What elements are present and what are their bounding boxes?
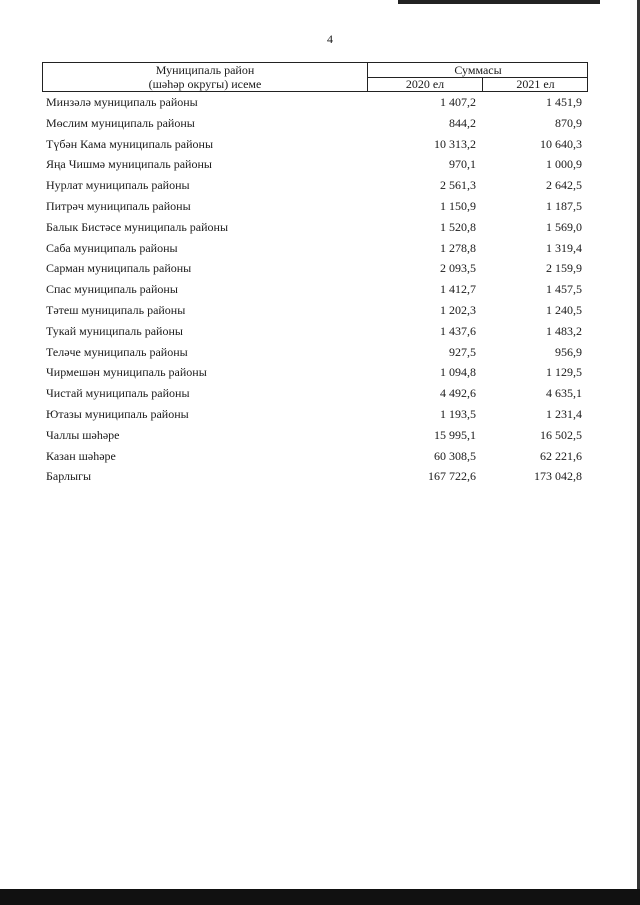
page-number: 4 — [327, 32, 333, 46]
row-value-2021: 956,9 — [555, 344, 582, 359]
table-body — [42, 92, 588, 487]
row-value-2020: 1 412,7 — [440, 282, 476, 297]
row-name: Питрәч муниципаль районы — [46, 198, 191, 213]
header-name-cell — [43, 63, 368, 91]
row-name: Балык Бистәсе муниципаль районы — [46, 219, 229, 234]
row-value-2020: 2 561,3 — [440, 178, 476, 193]
row-name: Саба муниципаль районы — [46, 240, 178, 255]
row-name: Тәтеш муниципаль районы — [46, 302, 186, 317]
row-value-2021: 870,9 — [555, 115, 582, 130]
table-row — [42, 238, 588, 259]
row-value-2020: 1 202,3 — [440, 302, 476, 317]
row-value-2020: 167 722,6 — [428, 469, 476, 484]
row-value-2020: 1 520,8 — [440, 219, 476, 234]
row-value-2021: 62 221,6 — [540, 448, 582, 463]
row-value-2021: 1 483,2 — [546, 323, 582, 338]
row-value-2020: 4 492,6 — [440, 386, 476, 401]
header-year-2020: 2020 ел — [368, 78, 483, 91]
row-name: Спас муниципаль районы — [46, 282, 178, 297]
table-row — [42, 466, 588, 487]
row-value-2020: 927,5 — [449, 344, 476, 359]
row-value-2021: 1 129,5 — [546, 365, 582, 380]
row-value-2021: 1 231,4 — [546, 406, 582, 421]
row-value-2020: 15 995,1 — [434, 427, 476, 442]
row-value-2020: 1 150,9 — [440, 198, 476, 213]
row-value-2021: 4 635,1 — [546, 386, 582, 401]
table-row — [42, 217, 588, 238]
row-name: Нурлат муниципаль районы — [46, 178, 190, 193]
row-value-2021: 2 642,5 — [546, 178, 582, 193]
row-name: Минзәлә муниципаль районы — [46, 95, 198, 109]
table-row — [42, 321, 588, 342]
table-row — [42, 113, 588, 134]
row-name: Яңа Чишмә муниципаль районы — [46, 157, 212, 172]
table-header — [42, 62, 588, 92]
row-value-2021: 2 159,9 — [546, 261, 582, 276]
header-sum-label: Суммасы — [368, 63, 588, 78]
row-name: Мөслим муниципаль районы — [46, 115, 195, 130]
table-row — [42, 134, 588, 155]
row-value-2020: 1 094,8 — [440, 365, 476, 380]
table-row — [42, 425, 588, 446]
row-name: Казан шәһәре — [46, 448, 116, 463]
row-value-2021: 1 240,5 — [546, 302, 582, 317]
table-row — [42, 404, 588, 425]
table-row — [42, 175, 588, 196]
row-name: Чаллы шәһәре — [46, 427, 120, 442]
row-value-2020: 970,1 — [449, 157, 476, 172]
row-name: Теләче муниципаль районы — [46, 344, 188, 359]
row-value-2020: 2 093,5 — [440, 261, 476, 276]
row-value-2021: 1 451,9 — [546, 95, 582, 109]
header-name-line1: Муниципаль район — [155, 63, 255, 77]
table-row — [42, 362, 588, 383]
table-row — [42, 92, 588, 113]
table-row — [42, 342, 588, 363]
row-value-2021: 1 457,5 — [546, 282, 582, 297]
table-row — [42, 258, 588, 279]
table-row — [42, 279, 588, 300]
row-value-2020: 10 313,2 — [434, 136, 476, 151]
row-value-2021: 1 000,9 — [546, 157, 582, 172]
table-row — [42, 300, 588, 321]
row-value-2021: 1 187,5 — [546, 198, 582, 213]
row-value-2020: 1 437,6 — [440, 323, 476, 338]
row-name: Ютазы муниципаль районы — [46, 406, 189, 421]
row-value-2020: 1 278,8 — [440, 240, 476, 255]
row-value-2021: 173 042,8 — [534, 469, 582, 484]
row-name: Тукай муниципаль районы — [46, 323, 183, 338]
row-value-2021: 16 502,5 — [540, 427, 582, 442]
row-value-2020: 844,2 — [449, 115, 476, 130]
table-row — [42, 154, 588, 175]
row-name: Чистай муниципаль районы — [46, 386, 190, 401]
table-row — [42, 446, 588, 467]
scan-bottom-edge — [0, 889, 640, 905]
header-name-line2: (шәһәр округы) исеме — [148, 77, 262, 91]
table-row — [42, 196, 588, 217]
row-value-2021: 10 640,3 — [540, 136, 582, 151]
row-value-2020: 1 407,2 — [440, 95, 476, 109]
table-row — [42, 383, 588, 404]
row-name: Чирмешән муниципаль районы — [46, 365, 207, 380]
header-year-2021: 2021 ел — [516, 77, 555, 91]
row-name: Сарман муниципаль районы — [46, 261, 192, 276]
row-value-2020: 60 308,5 — [434, 448, 476, 463]
row-name: Түбән Кама муниципаль районы — [46, 136, 214, 151]
row-value-2020: 1 193,5 — [440, 406, 476, 421]
row-value-2021: 1 319,4 — [546, 240, 582, 255]
row-value-2021: 1 569,0 — [546, 219, 582, 234]
scan-top-edge — [398, 0, 600, 4]
row-name: Барлыгы — [46, 469, 92, 484]
